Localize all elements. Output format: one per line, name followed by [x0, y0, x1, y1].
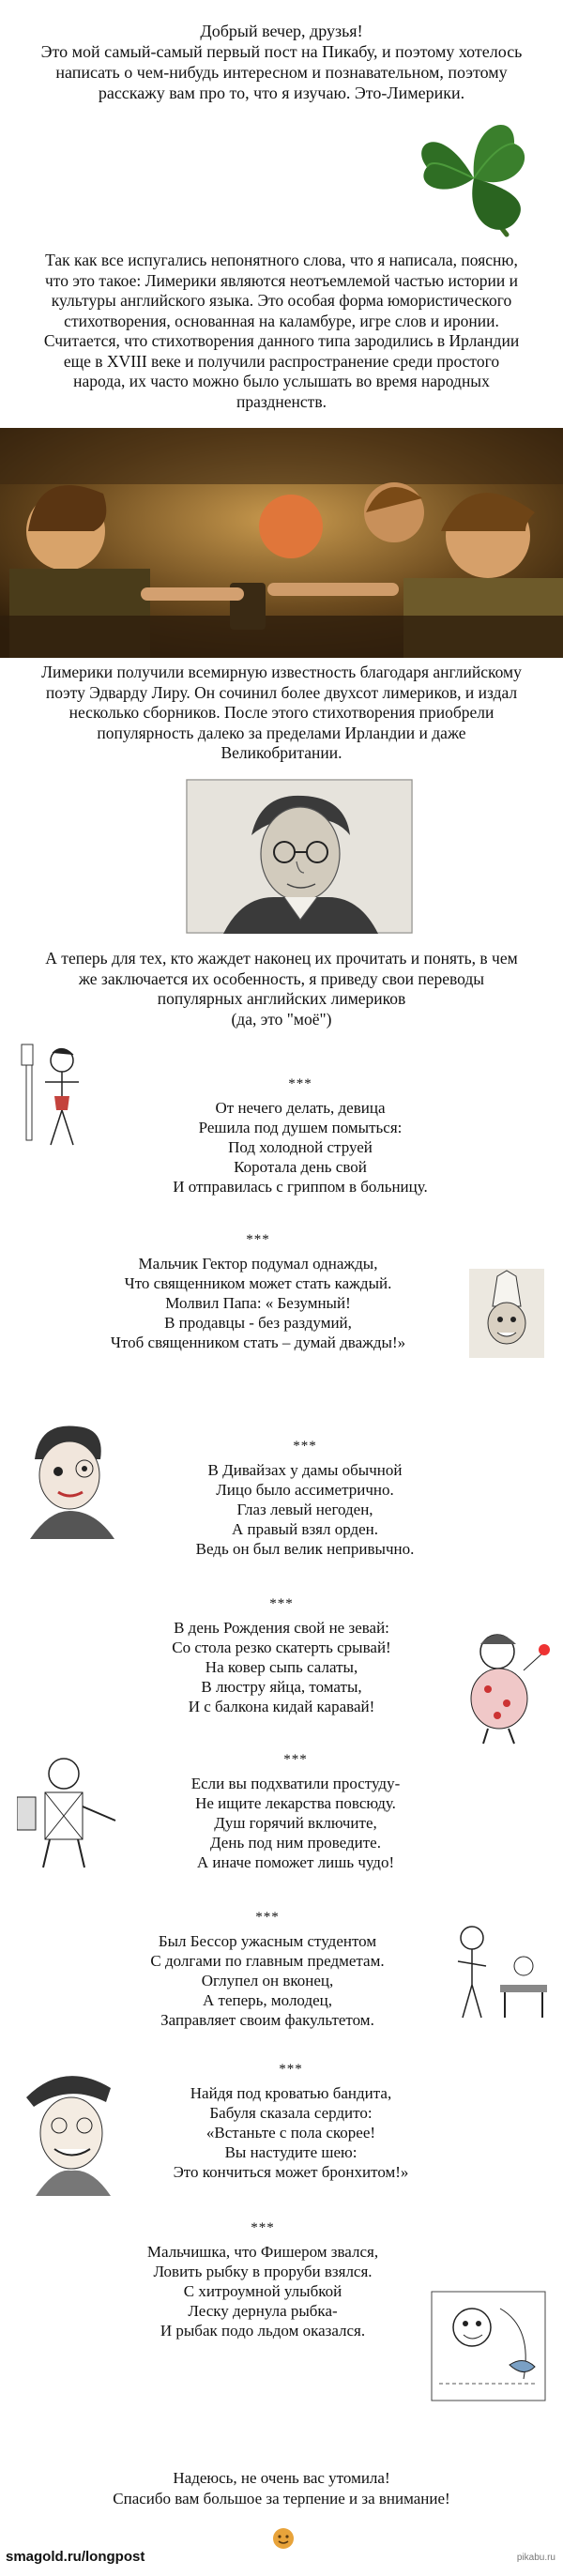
separator-stars: *** — [269, 1596, 294, 1611]
poem-line: Найдя под кроватью бандита, — [190, 2084, 392, 2102]
explanation-line: культуры английского языка. Это особая форма юмористического — [51, 291, 512, 310]
poem-line: А правый взял орден. — [231, 1520, 379, 1538]
poem-line: Вы настудите шею: — [224, 2143, 358, 2161]
explanation-line: Так как все испугались непонятного слова, что я написала, поясню, — [45, 251, 518, 269]
separator-stars: *** — [283, 1752, 308, 1767]
poem-line: Лицо было ассиметрично. — [216, 1481, 394, 1499]
explanation-line: Считается, что стихотворения данного типа зародились в Ирландии — [43, 331, 520, 350]
poem-line: Молвил Папа: « Безумный! — [165, 1294, 351, 1312]
poem-line: Решила под душем помыться: — [198, 1119, 403, 1136]
poem-line: Мальчик Гектор подумал однажды, — [138, 1255, 378, 1273]
poem-line: Бабуля сказала сердито: — [209, 2104, 373, 2122]
lear-line: Великобритании. — [221, 743, 342, 762]
student-desk-drawing — [449, 1914, 552, 2027]
limerick-1 — [113, 1075, 488, 1197]
granny-caricature — [17, 2060, 129, 2196]
poem-line: Ловить рыбку в проруби взялся. — [153, 2263, 373, 2280]
poem-line: Что священником может стать каждый. — [124, 1274, 392, 1292]
lear-line: популярность далеко за пределами Ирландии и даже — [97, 723, 466, 742]
birthday-woman-drawing — [450, 1623, 554, 1745]
translations-intro-line: популярных английских лимериков — [157, 989, 406, 1008]
poem-line: Был Бессор ужасным студентом — [158, 1932, 377, 1950]
poem-line: В день Рождения свой не зевай: — [174, 1619, 389, 1637]
lear-paragraph — [0, 663, 563, 764]
translations-intro — [0, 949, 563, 1029]
lear-line: несколько сборников. После этого стихотворения приобрели — [68, 703, 495, 722]
translations-intro-line: же заключается их особенность, я приведу свои переводы — [78, 968, 485, 988]
edward-lear-portrait — [186, 779, 413, 934]
poem-line: Глаз левый негоден, — [236, 1501, 373, 1518]
poem-line: И рыбак подо льдом оказался. — [160, 2322, 366, 2340]
source-link[interactable]: smagold.ru/longpost — [6, 2549, 145, 2565]
translations-intro-line: (да, это "моё") — [231, 1009, 332, 1029]
poem-line: Это кончиться может бронхитом!» — [173, 2163, 409, 2181]
poem-line: Со стола резко скатерть срывай! — [172, 1639, 391, 1656]
poem-line: А теперь, молодец, — [203, 1991, 332, 2009]
watermark: pikabu.ru — [516, 2553, 555, 2563]
fisherman-drawing — [430, 2290, 547, 2402]
lady-caricature — [11, 1417, 129, 1539]
closing-paragraph — [0, 2468, 563, 2509]
poem-line: Мальчишка, что Фишером звался, — [146, 2243, 379, 2261]
explanation-line: праздненств. — [236, 391, 327, 411]
poem-line: И отправилась с гриппом в больницу. — [173, 1178, 428, 1196]
poem-line: Не ищите лекарства повсюду. — [195, 1794, 396, 1812]
explanation-paragraph — [0, 251, 563, 412]
explanation-line: что это такое: Лимерики являются неотъемлемой частью истории и — [45, 270, 518, 290]
poem-line: С хитроумной улыбкой — [183, 2282, 342, 2300]
separator-stars: *** — [246, 1232, 270, 1247]
poem-line: Чтоб священником стать – думай дважды!» — [110, 1334, 406, 1351]
separator-stars: *** — [279, 2062, 303, 2077]
poem-line: В люстру яйца, томаты, — [201, 1678, 362, 1696]
separator-stars: *** — [293, 1439, 317, 1454]
emoji-face-icon — [270, 2526, 297, 2551]
poem-line: Душ горячий включите, — [214, 1814, 377, 1832]
poem-line: Ведь он был велик непривычно. — [195, 1540, 415, 1558]
poem-line: На ковер сыпь салаты, — [205, 1658, 358, 1676]
intro-line: Это мой самый-самый первый пост на Пикабу, и поэтому хотелось — [40, 42, 523, 61]
intro-line: Добрый вечер, друзья! — [200, 22, 363, 40]
poem-line: «Встаньте с пола скорее! — [205, 2124, 376, 2142]
poem-line: Если вы подхватили простуду- — [190, 1775, 401, 1792]
poem-line: Леску дернула рыбка- — [188, 2302, 338, 2320]
intro-line: написать о чем-нибудь интересном и познавательном, поэтому — [55, 63, 508, 82]
separator-stars: *** — [288, 1076, 312, 1091]
separator-stars: *** — [251, 2220, 275, 2235]
closing-line: Надеюсь, не очень вас утомила! — [173, 2469, 390, 2487]
limerick-3 — [136, 1438, 474, 1559]
poem-line: А иначе поможет лишь чудо! — [196, 1853, 395, 1871]
sick-man-drawing — [17, 1750, 125, 1872]
limerick-7 — [131, 2061, 450, 2182]
poem-line: Коротала день свой — [234, 1158, 367, 1176]
explanation-line: еще в XVIII веке и получили распространение среди простого — [63, 351, 500, 371]
separator-stars: *** — [255, 1910, 280, 1925]
poem-line: И с балкона кидай каравай! — [188, 1698, 375, 1715]
limerick-6 — [89, 1909, 446, 2030]
girl-shower-drawing — [17, 1040, 97, 1157]
poem-line: Под холодной струей — [228, 1138, 373, 1156]
poem-line: Заправляет своим факультетом. — [160, 2011, 374, 2029]
tavern-photo — [0, 428, 563, 658]
lear-line: поэту Эдварду Лиру. Он сочинил более двухсот лимериков, и издал — [45, 682, 518, 702]
limerick-8 — [94, 2219, 432, 2340]
poem-line: В Дивайзах у дамы обычной — [207, 1461, 403, 1479]
intro-paragraph — [0, 21, 563, 103]
lear-line: Лимерики получили всемирную известность благодаря английскому — [41, 663, 522, 681]
limerick-5 — [131, 1751, 460, 1872]
poem-line: День под ним проведите. — [210, 1834, 381, 1852]
poem-line: От нечего делать, девица — [215, 1099, 386, 1117]
intro-line: расскажу вам про то, что я изучаю. Это-Лимерики. — [98, 84, 465, 102]
limerick-2 — [56, 1231, 460, 1352]
poem-line: В продавцы - без раздумий, — [164, 1314, 352, 1332]
closing-line: Спасибо вам большое за терпение и за внимание! — [113, 2490, 450, 2507]
poem-line: Оглупел он вконец, — [201, 1972, 334, 1989]
explanation-line: народа, их часто можно было услышать во время народных — [73, 372, 490, 390]
translations-intro-line: А теперь для тех, кто жаждет наконец их прочитать и понять, в чем — [45, 949, 518, 968]
explanation-line: стихотворения, основанная на каламбуре, игре слов и иронии. — [64, 311, 499, 330]
limerick-4 — [113, 1595, 450, 1716]
shamrock-image — [403, 111, 544, 242]
poem-line: С долгами по главным предметам. — [150, 1952, 385, 1970]
pope-caricature — [469, 1269, 544, 1358]
